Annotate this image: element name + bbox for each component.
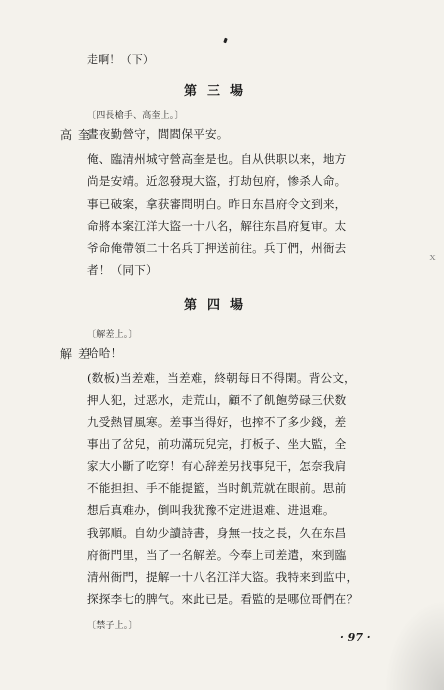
text-line: 晝夜勤營守，閭閻保平安。	[87, 127, 229, 141]
text-line: (数板)当差难，当差难，終朝每日不得閑。背公文，	[87, 371, 356, 385]
margin-mark: ｘ	[428, 253, 438, 263]
text-line: 府衙門里，当了一名解差。今奉上司差遣，來到臨	[87, 548, 347, 562]
stage-direction: 〔解差上。〕	[87, 330, 138, 340]
text-line: 者！（同下）	[87, 263, 158, 277]
text-line: 事出了岔兒，前功滿玩兒完，打板子、坐大監，全	[87, 437, 347, 451]
stage-direction: 〔禁子上。〕	[87, 621, 138, 631]
scene-4-title: 第四場	[184, 298, 254, 313]
stage-direction: 〔四長槍手、高奎上。〕	[87, 111, 184, 121]
text-line: 家大小斷了吃穿！有心辞差另找事兒干，怎奈我肩	[87, 459, 347, 473]
text-line: 清州衙門，提解一十八名江洋大盜。我特来到监中，	[87, 570, 359, 584]
text-line: 想后真难办，倒叫我犹豫不定进退难、进退难。	[87, 503, 335, 517]
line-end-previous: 走啊！（下）	[87, 53, 155, 66]
text-line: 九受熱冒風寒。差事当得好，也搾不了多少錢，差	[87, 415, 347, 429]
text-line: 俺、臨清州城守營高奎是也。自从供职以来，地方	[87, 152, 347, 166]
scene-3-title: 第三場	[184, 84, 254, 99]
speaker-gao-kui: 高奎	[60, 128, 97, 142]
text-line: 押人犯，过恶水，走荒山，顧不了飢飽勞碌三伏数	[87, 393, 347, 407]
text-line: 爷命俺帶領二十名兵丁押送前往。兵丁們，州衙去	[87, 241, 347, 255]
text-line: 不能担担、手不能提籃，当时飢荒就在眼前。思前	[87, 481, 347, 495]
text-line: 尚是安靖。近忽發現大盜，打劫包府，惨杀人命。	[87, 174, 347, 188]
scan-smudge	[384, 600, 444, 690]
text-line: 我郭順。自幼少讀詩書，身無一技之長，久在东昌	[87, 526, 347, 540]
text-line: 哈哈！	[87, 346, 123, 360]
text-line: 事已破案，拿获審問明白。昨日东昌府令文到来，	[87, 197, 347, 211]
ink-dot	[223, 38, 228, 44]
text-line: 探探李七的脾气。來此已是。看監的是哪位哥們在？	[87, 592, 359, 606]
speaker-jie-chai: 解差	[60, 347, 97, 361]
page-number: · 97 ·	[340, 631, 371, 644]
text-line: 命將本案江洋大盜一十八名，解往东昌府复审。太	[87, 219, 347, 233]
